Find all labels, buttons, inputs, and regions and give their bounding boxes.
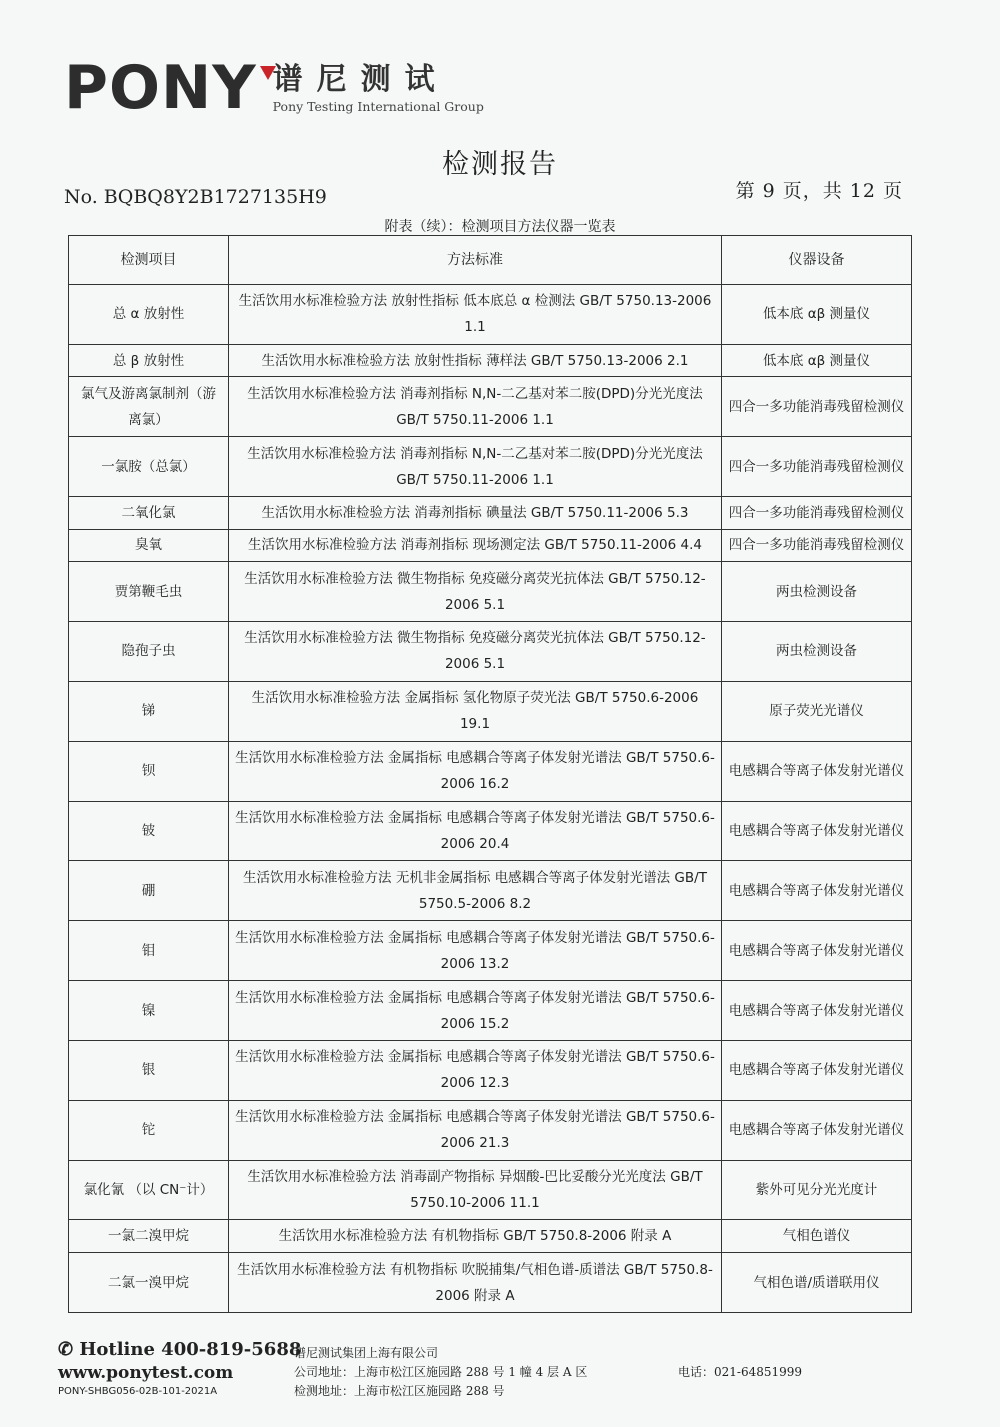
table-header-row [69,236,912,285]
cell-instrument: 电感耦合等离子体发射光谱仪 [722,741,912,801]
cell-instrument: 电感耦合等离子体发射光谱仪 [722,921,912,981]
cell-instrument: 两虫检测设备 [722,622,912,682]
cell-item: 一氯二溴甲烷 [69,1220,229,1253]
report-number: No. BQBQ8Y2B1727135H9 [64,186,327,208]
table-row [69,344,912,377]
table-row [69,1040,912,1100]
table-row [69,681,912,741]
cell-item: 银 [69,1040,229,1100]
website-url: www.ponytest.com [58,1363,234,1383]
cell-method: 生活饮用水标准检验方法 金属指标 电感耦合等离子体发射光谱法 GB/T 5750.6-2006 12.3 [229,1040,722,1100]
cell-item: 钼 [69,921,229,981]
cell-method: 生活饮用水标准检验方法 有机物指标 吹脱捕集/气相色谱-质谱法 GB/T 5750.8-2006 附录 A [229,1253,722,1313]
page-footer [58,1338,938,1397]
cell-method: 生活饮用水标准检验方法 消毒剂指标 N,N-二乙基对苯二胺(DPD)分光光度法 GB/T 5750.11-2006 1.1 [229,377,722,437]
table-body [69,285,912,1313]
table-row [69,801,912,861]
cell-method: 生活饮用水标准检验方法 无机非金属指标 电感耦合等离子体发射光谱法 GB/T 5750.5-2006 8.2 [229,861,722,921]
form-code: PONY-SHBG056-02B-101-2021A [58,1386,218,1397]
cell-method: 生活饮用水标准检验方法 金属指标 电感耦合等离子体发射光谱法 GB/T 5750.6-2006 15.2 [229,981,722,1041]
cell-instrument: 电感耦合等离子体发射光谱仪 [722,1100,912,1160]
method-instrument-table [68,235,912,1313]
table-row [69,377,912,437]
cell-instrument: 紫外可见分光光度计 [722,1160,912,1220]
table-row [69,1220,912,1253]
cell-method: 生活饮用水标准检验方法 金属指标 电感耦合等离子体发射光谱法 GB/T 5750.6-2006 21.3 [229,1100,722,1160]
table-row [69,497,912,530]
page-indicator: 第 9 页，共 12 页 [735,180,903,202]
cell-item: 总 β 放射性 [69,344,229,377]
cell-instrument: 电感耦合等离子体发射光谱仪 [722,801,912,861]
cell-instrument: 四合一多功能消毒残留检测仪 [722,497,912,530]
table-row [69,861,912,921]
cell-instrument: 低本底 αβ 测量仪 [722,285,912,345]
phone-icon: ✆ [58,1339,74,1360]
cell-method: 生活饮用水标准检验方法 消毒副产物指标 异烟酸-巴比妥酸分光光度法 GB/T 5750.10-2006 11.1 [229,1160,722,1220]
cell-method: 生活饮用水标准检验方法 消毒剂指标 碘量法 GB/T 5750.11-2006 5.3 [229,497,722,530]
test-address: 检测地址：上海市松江区施园路 288 号 [294,1384,505,1398]
cell-instrument: 电感耦合等离子体发射光谱仪 [722,981,912,1041]
cell-method: 生活饮用水标准检验方法 有机物指标 GB/T 5750.8-2006 附录 A [229,1220,722,1253]
company-logo [64,53,484,123]
logo-text-block [273,63,484,114]
cell-item: 总 α 放射性 [69,285,229,345]
company-phone: 电话：021-64851999 [678,1365,803,1379]
cell-instrument: 电感耦合等离子体发射光谱仪 [722,861,912,921]
cell-instrument: 两虫检测设备 [722,562,912,622]
cell-instrument: 气相色谱/质谱联用仪 [722,1253,912,1313]
cell-method: 生活饮用水标准检验方法 消毒剂指标 N,N-二乙基对苯二胺(DPD)分光光度法 GB/T 5750.11-2006 1.1 [229,437,722,497]
logo-english-name: Pony Testing International Group [272,98,484,114]
logo-triangle-icon [260,66,276,80]
company-info [294,1344,587,1401]
table-row [69,529,912,562]
table-row [69,1100,912,1160]
cell-method: 生活饮用水标准检验方法 微生物指标 免疫磁分离荧光抗体法 GB/T 5750.12-2006 5.1 [229,562,722,622]
hotline-number: Hotline 400-819-5688 [79,1339,302,1360]
cell-item: 硼 [69,861,229,921]
table-row [69,562,912,622]
table-caption: 附表（续）：检测项目方法仪器一览表 [384,219,616,235]
cell-method: 生活饮用水标准检验方法 金属指标 电感耦合等离子体发射光谱法 GB/T 5750.6-2006 20.4 [229,801,722,861]
table-row [69,1160,912,1220]
company-address: 公司地址：上海市松江区施园路 288 号 1 幢 4 层 A 区 [294,1365,588,1379]
cell-method: 生活饮用水标准检验方法 金属指标 电感耦合等离子体发射光谱法 GB/T 5750.6-2006 16.2 [229,741,722,801]
cell-item: 二氧化氯 [69,497,229,530]
cell-instrument: 原子荧光光谱仪 [722,681,912,741]
company-name: 谱尼测试集团上海有限公司 [294,1346,439,1360]
table-row [69,921,912,981]
cell-method: 生活饮用水标准检验方法 金属指标 电感耦合等离子体发射光谱法 GB/T 5750.6-2006 13.2 [229,921,722,981]
cell-item: 铊 [69,1100,229,1160]
cell-item: 臭氧 [69,529,229,562]
cell-method: 生活饮用水标准检验方法 放射性指标 低本底总 α 检测法 GB/T 5750.13-2006 1.1 [229,285,722,345]
cell-method: 生活饮用水标准检验方法 消毒剂指标 现场测定法 GB/T 5750.11-2006 4.4 [229,529,722,562]
cell-item: 一氯胺（总氯） [69,437,229,497]
cell-instrument: 电感耦合等离子体发射光谱仪 [722,1040,912,1100]
table-row [69,437,912,497]
cell-method: 生活饮用水标准检验方法 金属指标 氢化物原子荧光法 GB/T 5750.6-2006 19.1 [229,681,722,741]
table-row [69,622,912,682]
cell-instrument: 四合一多功能消毒残留检测仪 [722,437,912,497]
header-item: 检测项目 [69,236,229,285]
cell-instrument: 四合一多功能消毒残留检测仪 [722,529,912,562]
cell-item: 铍 [69,801,229,861]
table-row [69,981,912,1041]
cell-item: 锑 [69,681,229,741]
cell-method: 生活饮用水标准检验方法 放射性指标 薄样法 GB/T 5750.13-2006 2.1 [229,344,722,377]
cell-item: 隐孢子虫 [69,622,229,682]
table-row [69,285,912,345]
cell-item: 贾第鞭毛虫 [69,562,229,622]
cell-instrument: 低本底 αβ 测量仪 [722,344,912,377]
cell-item: 氯气及游离氯制剂（游离氯） [69,377,229,437]
cell-instrument: 气相色谱仪 [722,1220,912,1253]
cell-item: 镍 [69,981,229,1041]
cell-item: 氯化氰 （以 CN⁻计） [69,1160,229,1220]
header-method: 方法标准 [229,236,722,285]
table-row [69,1253,912,1313]
cell-instrument: 四合一多功能消毒残留检测仪 [722,377,912,437]
cell-method: 生活饮用水标准检验方法 微生物指标 免疫磁分离荧光抗体法 GB/T 5750.12-2006 5.1 [229,622,722,682]
cell-item: 二氯一溴甲烷 [69,1253,229,1313]
logo-chinese-name: 谱尼测试 [272,61,449,97]
table-row [69,741,912,801]
logo-wordmark: PONY [64,53,257,123]
cell-item: 钡 [69,741,229,801]
document-title: 检测报告 [442,149,558,180]
header-instrument: 仪器设备 [722,236,912,285]
